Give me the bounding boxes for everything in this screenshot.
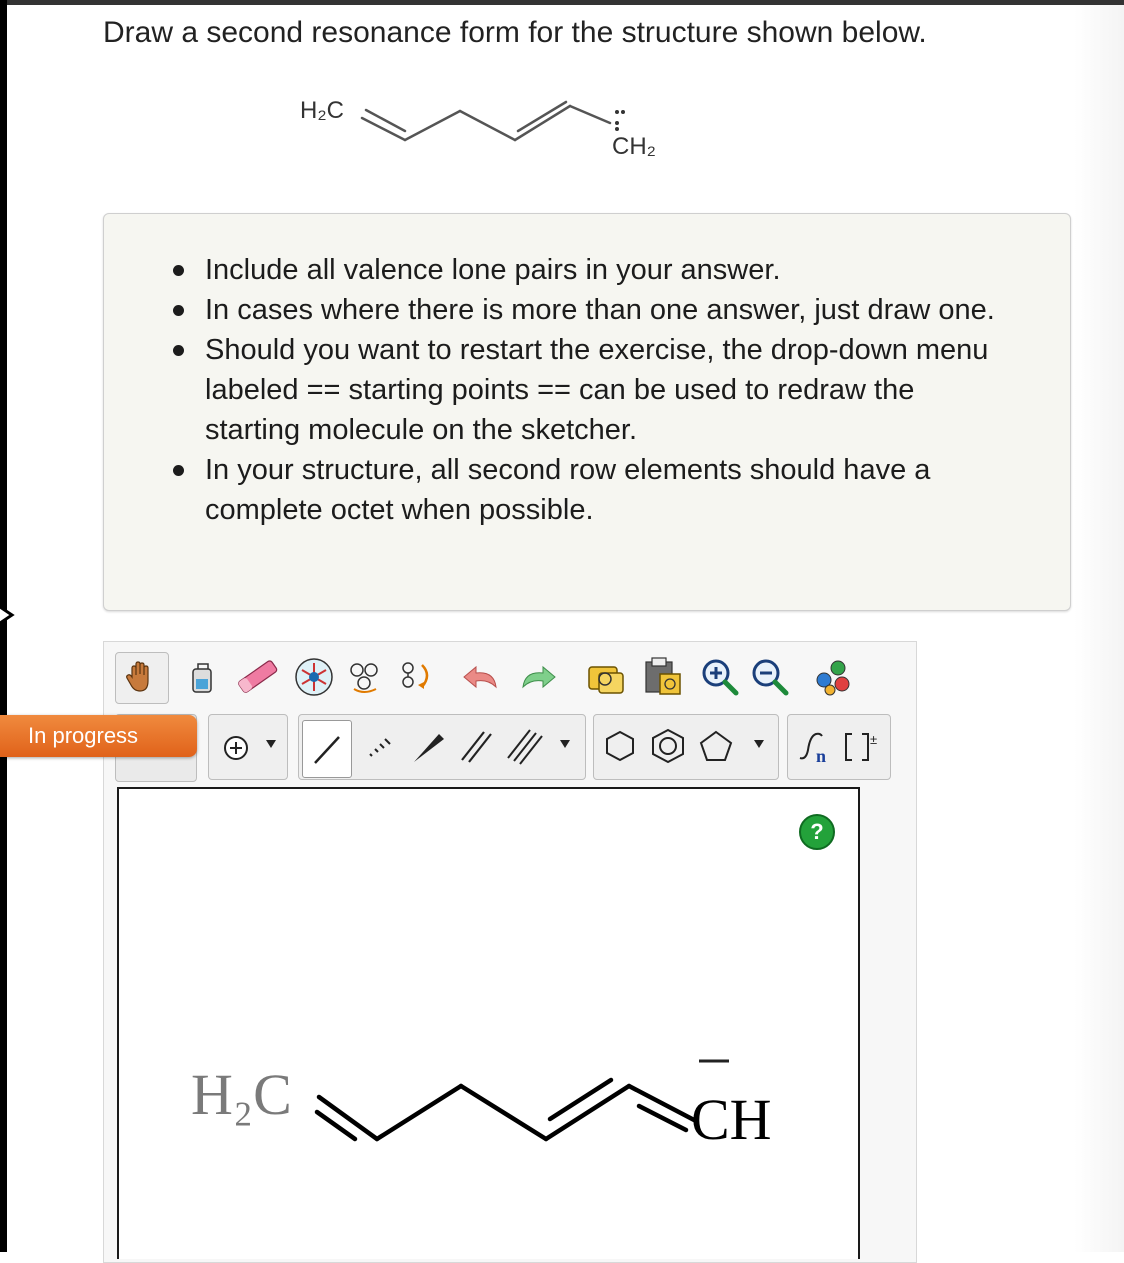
instruction-text: In your structure, all second row elements should have a complete octet when possible. xyxy=(205,454,931,526)
charge-plus-icon[interactable] xyxy=(212,722,260,770)
triple-bond-icon[interactable] xyxy=(500,722,548,770)
instruction-item xyxy=(104,450,1070,530)
top-border xyxy=(0,0,1124,5)
wedge-bond-icon[interactable] xyxy=(404,722,452,770)
undo-icon[interactable] xyxy=(458,653,506,701)
double-bond-icon[interactable] xyxy=(452,722,500,770)
instructions-panel xyxy=(103,213,1071,611)
top-right-group-label: CH₂ xyxy=(612,133,656,160)
instruction-text: In cases where there is more than one answer, just draw one. xyxy=(205,294,995,326)
single-bond-icon[interactable] xyxy=(302,720,352,778)
clean-icon[interactable] xyxy=(582,653,630,701)
bullet xyxy=(173,345,184,356)
right-gutter xyxy=(1074,5,1124,1252)
zoom-out-icon[interactable] xyxy=(745,653,793,701)
chevron-down-icon[interactable] xyxy=(558,738,572,750)
help-button[interactable]: ? xyxy=(799,814,835,850)
redo-icon[interactable] xyxy=(513,653,561,701)
copy-icon[interactable] xyxy=(178,653,226,701)
eraser-icon[interactable] xyxy=(234,653,282,701)
lone-pair-dots xyxy=(615,110,625,131)
ring-template-icon[interactable] xyxy=(290,653,338,701)
rotate-icon[interactable] xyxy=(392,653,440,701)
instruction-item xyxy=(104,290,1070,330)
canvas-molecule[interactable] xyxy=(169,1019,819,1159)
paste-icon[interactable] xyxy=(640,653,688,701)
question-text: Draw a second resonance form for the structure shown below. xyxy=(103,16,927,49)
cyclopentane-icon[interactable] xyxy=(692,722,740,770)
instruction-text: Include all valence lone pairs in your answer. xyxy=(205,254,781,286)
instruction-item xyxy=(104,330,1070,450)
bullet xyxy=(173,465,184,476)
canvas-right-group-label: CH xyxy=(691,1087,772,1152)
collapse-arrow-icon[interactable] xyxy=(0,600,16,630)
cyclohexane-icon[interactable] xyxy=(596,722,644,770)
sn-icon[interactable] xyxy=(792,722,840,770)
bullet xyxy=(173,265,184,276)
bracket-icon[interactable] xyxy=(838,722,886,770)
benzene-icon[interactable] xyxy=(644,722,692,770)
instruction-item xyxy=(104,250,1070,290)
color-icon[interactable] xyxy=(810,653,858,701)
instruction-text: Should you want to restart the exercise, the drop-down menu labeled == starting points == can be used to redraw the starting molecule on the sketcher. xyxy=(205,334,989,446)
top-left-group-label: H₂C xyxy=(300,97,344,124)
bullet xyxy=(173,305,184,316)
chevron-down-icon[interactable] xyxy=(752,738,766,750)
svg-text:n: n xyxy=(816,746,827,766)
status-badge: In progress xyxy=(0,715,197,757)
hand-icon[interactable] xyxy=(117,653,165,701)
hash-bond-icon[interactable] xyxy=(354,722,402,770)
group-icon[interactable] xyxy=(344,653,392,701)
question-molecule xyxy=(290,85,690,175)
svg-text:±: ± xyxy=(870,732,878,747)
chevron-down-icon[interactable] xyxy=(264,738,278,750)
zoom-in-icon[interactable] xyxy=(695,653,743,701)
drawing-canvas[interactable] xyxy=(117,787,860,1259)
canvas-left-group-label: H₂C xyxy=(191,1062,292,1127)
